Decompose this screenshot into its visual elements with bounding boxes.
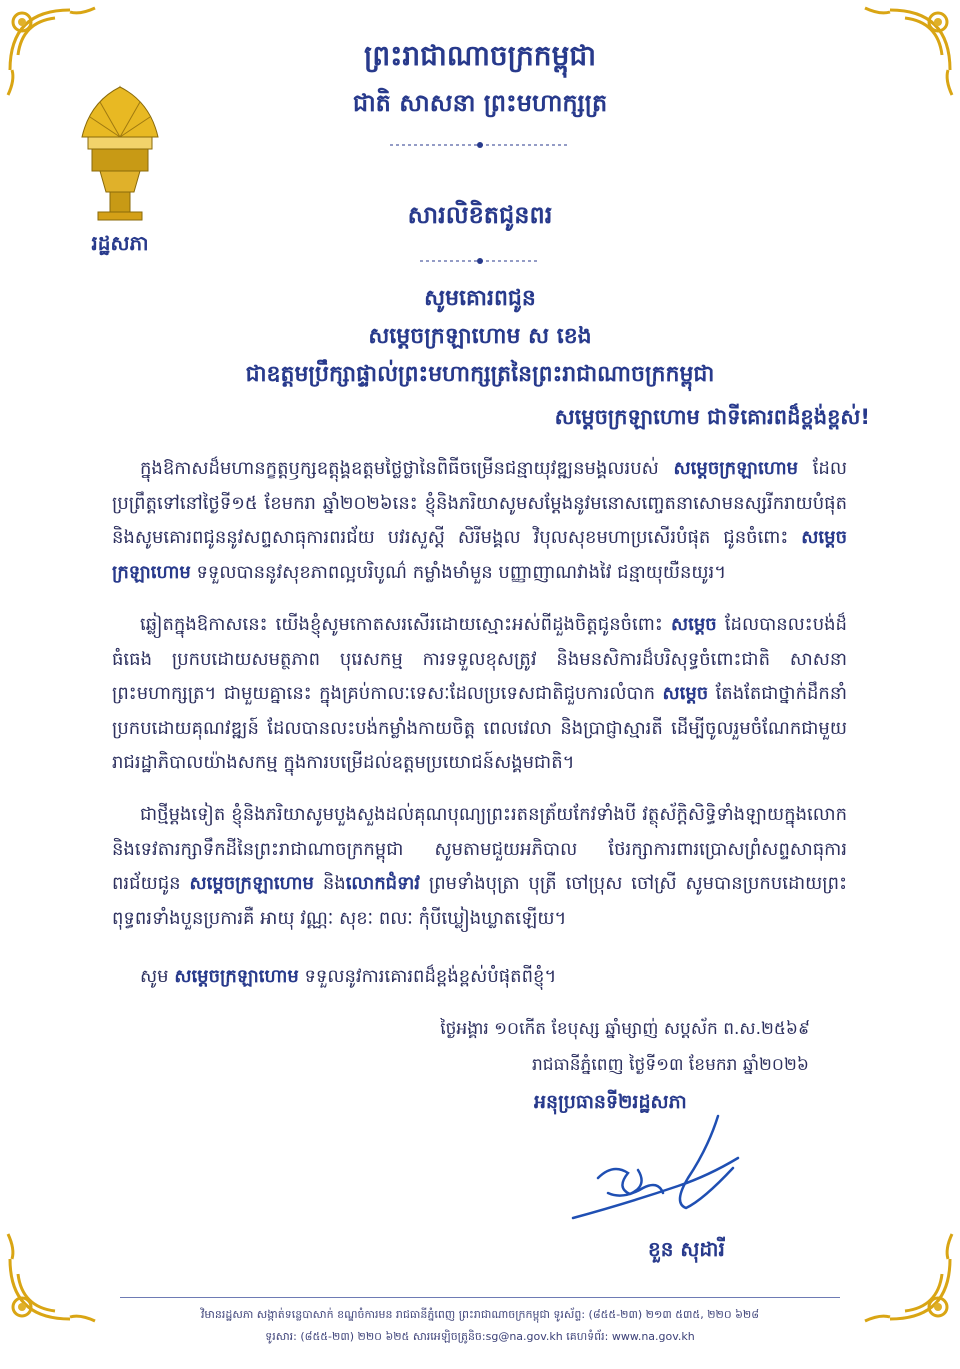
honorific: សម្តេចក្រឡាហោម	[112, 527, 847, 583]
honorific: សម្តេច	[670, 614, 717, 635]
paragraph-text: ដែលប្រព្រឹត្តទៅនៅថ្ងៃទី១៥ ខែមករា ឆ្នាំ២០២៦នេះ ខ្ញុំនិងភរិយាសូមសម្តែងនូវមនោសញ្ចេតនាសោមនស្សរីករាយបំផុត និងសូមគោរពជូននូវសព្ទសាធុការពរជ័យ បវរសួស្តី សិរីមង្គល វិបុលសុខមហាប្រសើរបំផុត ជូនចំពោះ	[112, 458, 847, 548]
national-motto: ជាតិ សាសនា ព្រះមហាក្សត្រ	[352, 89, 608, 117]
honorific: សម្តេច	[662, 683, 709, 704]
honorific: សម្តេចក្រឡាហោម	[673, 458, 798, 479]
emblem-label: រដ្ឋសភា	[91, 231, 149, 255]
footer-divider	[120, 1297, 840, 1298]
honorific: លោកជំទាវ	[345, 873, 420, 894]
body-paragraph	[112, 960, 847, 995]
solar-date: រាជធានីភ្នំពេញ ថ្ងៃទី១៣ ខែមករា ឆ្នាំ២០២៦	[532, 1055, 809, 1075]
footer-contact: ទូរសារ: (៨៥៥-២៣) ២២០ ៦២៥ សារអេឡិចត្រូនិច:sg@na.gov.kh គេហទំព័រ: www.na.gov.kh	[265, 1330, 695, 1343]
paragraph-text: ទទួលនូវការគោរពដ៏ខ្ពង់ខ្ពស់បំផុតពីខ្ញុំ។	[304, 966, 557, 987]
body-paragraph	[112, 608, 847, 781]
paragraph-text: ជាថ្មីម្តងទៀត ខ្ញុំនិងភរិយាសូមបួងសួងដល់គុណបុណ្យព្រះរតនត្រ័យកែវទាំងបី វត្ថុស័ក្តិសិទ្ធិទាំងឡាយក្នុងលោក និងទេវតារក្សាទឹកដីនៃព្រះរាជាណាចក្រកម្ពុជា សូមតាមជួយអភិបាល ថែរក្សាការពារប្រោសព្រំសព្ទសាធុការពរជ័យជូន	[112, 804, 847, 894]
kingdom-heading: ព្រះរាជាណាចក្រកម្ពុជា	[363, 39, 596, 72]
divider-ornament-icon	[390, 140, 570, 150]
recipient-name: សម្តេចក្រឡាហោម ស ខេង	[368, 324, 592, 349]
paragraph-text: ដែលបានលះបង់ដ៏ធំធេង ប្រកបដោយសមត្ថភាព បុរេសកម្ម ការទទួលខុសត្រូវ និងមនសិការដ៏បរិសុទ្ធចំពោះជាតិ សាសនា ព្រះមហាក្សត្រ។ ជាមួយគ្នានេះ ក្នុងគ្រប់កាលៈទេសៈដែលប្រទេសជាតិជួបការលំបាក	[112, 614, 847, 704]
recipient-greeting: សូមគោរពជូន	[424, 286, 536, 311]
signer-title: អនុប្រធានទី២រដ្ឋសភា	[534, 1091, 687, 1113]
paragraph-text: ព្រមទាំងបុត្រា បុត្រី ចៅប្រុស ចៅស្រី សូមបានប្រកបដោយព្រះពុទ្ធពរទាំងបួនប្រការគឺ អាយុ វណ្ណៈ សុខៈ ពលៈ កុំបីឃ្លៀងឃ្លាតឡើយ។	[112, 873, 847, 929]
body-paragraph	[112, 452, 847, 590]
recipient-position: ជាឧត្តមប្រឹក្សាផ្ទាល់ព្រះមហាក្សត្រនៃព្រះរាជាណាចក្រកម្ពុជា	[245, 362, 715, 387]
body-paragraph	[112, 798, 847, 936]
honorific: សម្តេចក្រឡាហោម	[189, 873, 314, 894]
paragraph-text: ក្នុងឱកាសដ៏មហានក្ខត្តឫក្សឧត្តុង្គឧត្តមថ្លៃថ្លានៃពិធីចម្រើនជន្មាយុវឌ្ឍនមង្គលរបស់	[140, 458, 659, 479]
salutation: សម្តេចក្រឡាហោម ជាទីគោរពដ៏ខ្ពង់ខ្ពស់!	[554, 405, 870, 429]
honorific: សម្តេចក្រឡាហោម	[174, 966, 299, 987]
paragraph-text: និង	[322, 873, 346, 894]
paragraph-text: ទទួលបាននូវសុខភាពល្អបរិបូណ៌ កម្លាំងមាំមួន បញ្ញាញាណវាងវៃ ជន្មាយុយឺនយូរ។	[196, 561, 727, 583]
document-title: សារលិខិតជូនពរ	[407, 201, 553, 229]
paragraph-text: តែងតែជាថ្នាក់ដឹកនាំប្រកបដោយគុណវឌ្ឍន៍ ដែលបានលះបង់កម្លាំងកាយចិត្ត ពេលវេលា និងប្រាជ្ញាស្មារតី ដើម្បីចូលរួមចំណែកជាមួយរាជរដ្ឋាភិបាលយ៉ាងសកម្ម ក្នុងការបម្រើដល់ឧត្តមប្រយោជន៍សង្គមជាតិ។	[112, 683, 847, 773]
paragraph-text: ឆ្លៀតក្នុងឱកាសនេះ យើងខ្ញុំសូមកោតសរសើរដោយស្មោះអស់ពីដួងចិត្តជូនចំពោះ	[140, 614, 663, 635]
signer-name: ខួន សុដារី	[648, 1237, 725, 1261]
divider-ornament-icon	[420, 256, 540, 266]
handwritten-signature-icon	[568, 1108, 758, 1228]
paragraph-text: សូម	[140, 966, 169, 987]
lunar-date: ថ្ងៃអង្គារ ១០កើត ខែបុស្ស ឆ្នាំម្សាញ់ សប្តស័ក ព.ស.២៥៦៩	[440, 1019, 810, 1039]
footer-address: វិមានរដ្ឋសភា សង្កាត់ទន្លេបាសាក់ ខណ្ឌចំការមន រាជធានីភ្នំពេញ ព្រះរាជាណាចក្រកម្ពុជា ទូរស័ព្ទ: (៨៥៥-២៣) ២១៣ ៥៣៥, ២២០ ៦២៨	[200, 1308, 760, 1321]
